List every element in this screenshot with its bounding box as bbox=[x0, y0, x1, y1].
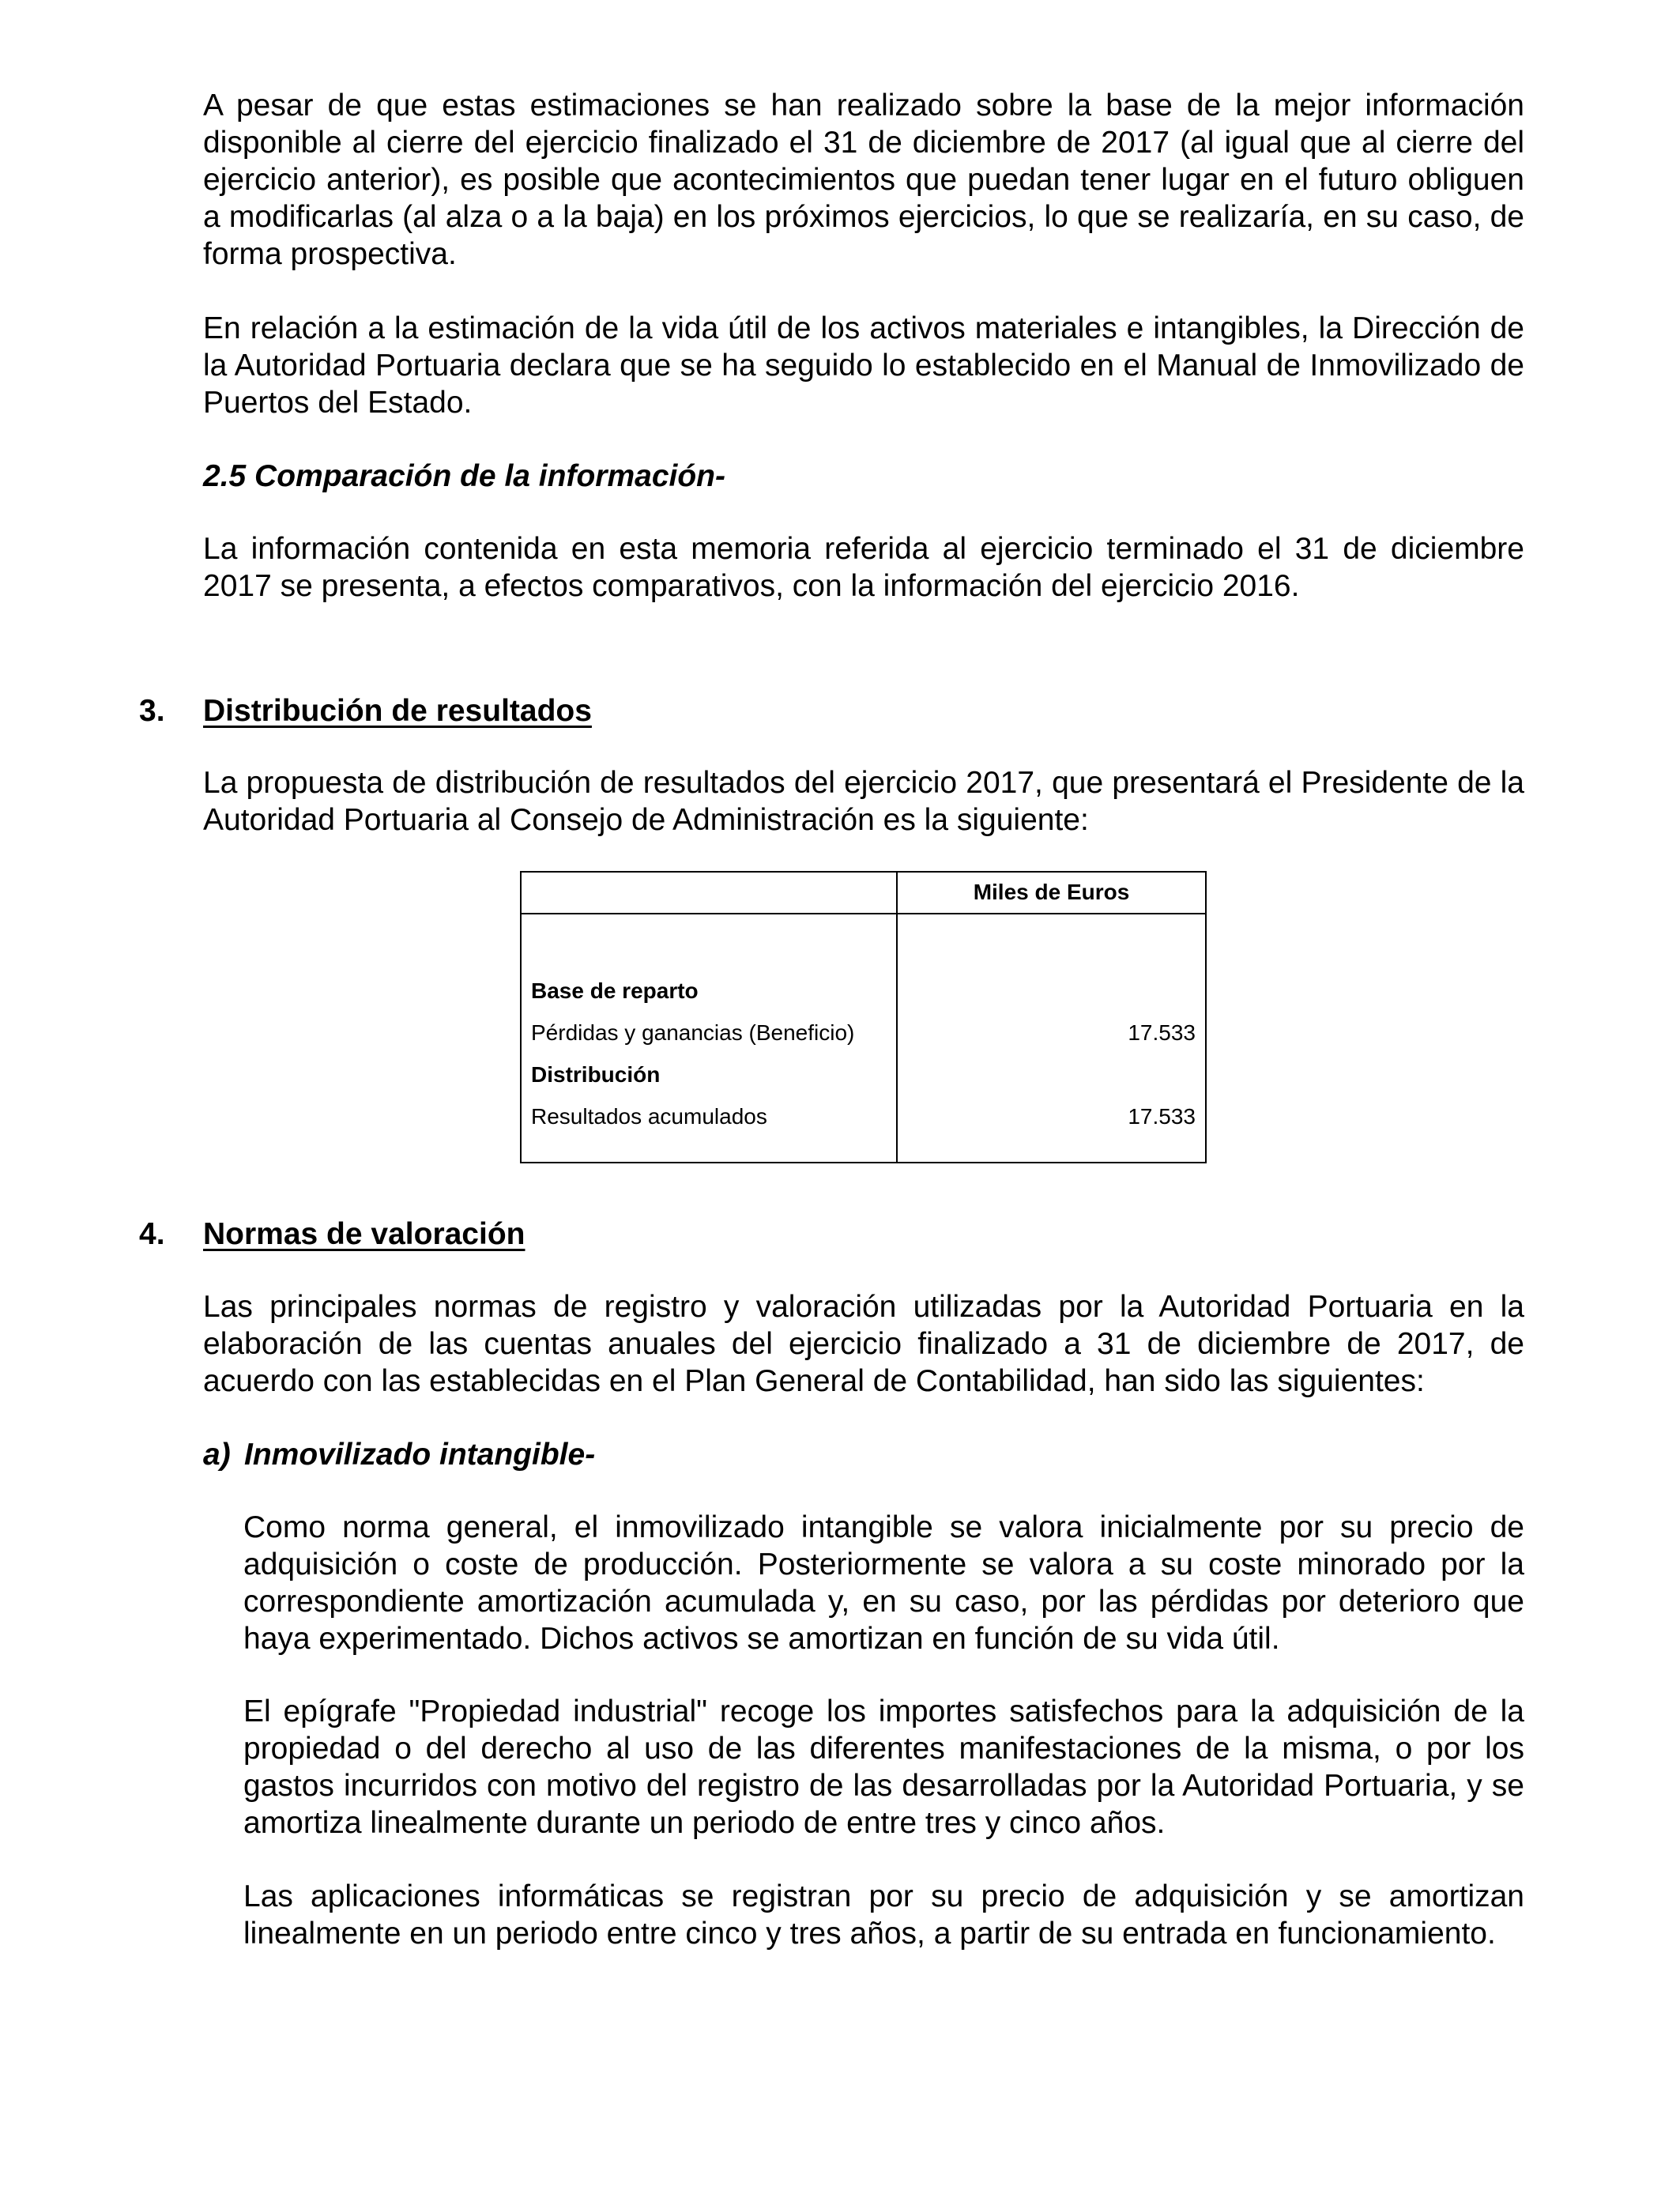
table-row bbox=[531, 1101, 1196, 1133]
table-row-label: Resultados acumulados bbox=[531, 1104, 767, 1129]
distribution-table bbox=[520, 871, 1207, 1163]
paragraph-aplicaciones: Las aplicaciones informáticas se registran por su precio de adquisición y se amortizan linealmente en un periodo entre cinco y tres años, a partir de su entrada en funcionamiento. bbox=[243, 1879, 1524, 1951]
table-header-divider bbox=[522, 913, 1205, 914]
section-heading-distribucion bbox=[139, 692, 592, 729]
paragraph-propuesta: La propuesta de distribución de resultados del ejercicio 2017, que presentará el Presidente de la Autoridad Portuaria al Consejo de Administración es la siguiente: bbox=[203, 766, 1524, 837]
paragraph-estimaciones: A pesar de que estas estimaciones se han realizado sobre la base de la mejor información disponible al cierre del ejercicio finalizado el 31 de diciembre de 2017 (al igual que al cierre del ejercicio anterior), es posible que acontecimientos que puedan tener lugar en el futuro obliguen a modificarlas (al alza o a la baja) en los próximos ejercicios, lo que se realizaría, en su caso, de forma prospectiva. bbox=[203, 89, 1524, 271]
table-row-value: 17.533 bbox=[1128, 1104, 1196, 1129]
section-title: Distribución de resultados bbox=[203, 694, 592, 728]
table-row bbox=[531, 975, 1196, 1007]
section-number: 3. bbox=[139, 694, 165, 728]
table-row bbox=[531, 1017, 1196, 1049]
heading-comparacion: 2.5 Comparación de la información- bbox=[203, 459, 725, 493]
table-row-label: Base de reparto bbox=[531, 978, 699, 1003]
section-number: 4. bbox=[139, 1217, 165, 1251]
table-row-label: Distribución bbox=[531, 1062, 661, 1087]
table-row bbox=[531, 1059, 1196, 1091]
table-column-header: Miles de Euros bbox=[973, 880, 1130, 904]
section-title: Normas de valoración bbox=[203, 1217, 525, 1251]
table-row-value: 17.533 bbox=[1128, 1020, 1196, 1045]
paragraph-normas: Las principales normas de registro y valoración utilizadas por la Autoridad Portuaria en la elaboración de las cuentas anuales del ejercicio finalizado a 31 de diciembre de 2017, de acuerdo con las establecidas en el Plan General de Contabilidad, han sido las siguientes: bbox=[203, 1290, 1524, 1398]
subheading-title: Inmovilizado intangible- bbox=[244, 1438, 596, 1472]
table-row-label: Pérdidas y ganancias (Beneficio) bbox=[531, 1020, 855, 1045]
subheading-letter: a) bbox=[203, 1438, 231, 1472]
section-heading-normas bbox=[139, 1216, 525, 1253]
paragraph-vida-util: En relación a la estimación de la vida útil de los activos materiales e intangibles, la Dirección de la Autoridad Portuaria declara que se ha seguido lo establecido en el Manual de Inmovilizado de Puertos del Estado. bbox=[203, 311, 1524, 420]
subheading-inmovilizado bbox=[203, 1436, 595, 1473]
paragraph-norma-general: Como norma general, el inmovilizado intangible se valora inicialmente por su precio de adquisición o coste de producción. Posteriormente se valora a su coste minorado por la correspondiente amortización acumulada y, en su caso, por las pérdidas por deterioro que haya experimentado. Dichos activos se amortizan en función de su vida útil. bbox=[243, 1510, 1524, 1656]
paragraph-comparacion: La información contenida en esta memoria referida al ejercicio terminado el 31 de diciembre 2017 se presenta, a efectos comparativos, con la información del ejercicio 2016. bbox=[203, 532, 1524, 603]
paragraph-propiedad-industrial: El epígrafe "Propiedad industrial" recoge los importes satisfechos para la adquisición de la propiedad o del derecho al uso de las diferentes manifestaciones de la misma, o por los gastos incurridos con motivo del registro de las desarrolladas por la Autoridad Portuaria, y se amortiza linealmente durante un periodo de entre tres y cinco años. bbox=[243, 1695, 1524, 1840]
